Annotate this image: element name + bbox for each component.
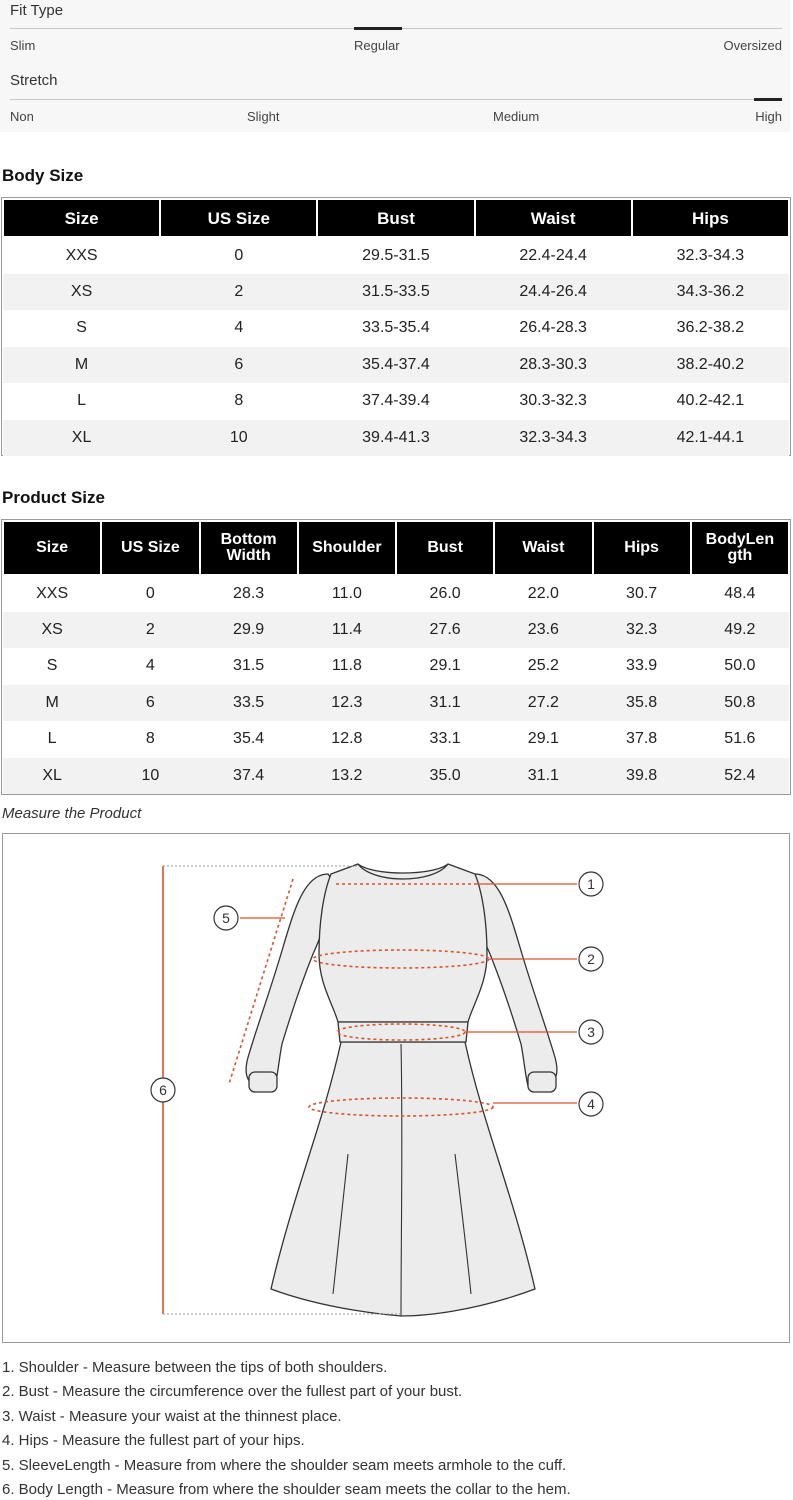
product-size-row-cell: 29.1	[494, 721, 592, 758]
body-size-row	[3, 237, 789, 274]
product-size-header-cell: BodyLen gth	[691, 521, 789, 575]
product-size-row-cell: 11.4	[298, 612, 396, 649]
body-size-row-cell: 33.5-35.4	[317, 310, 474, 347]
product-size-row-cell: 12.8	[298, 721, 396, 758]
product-size-row-cell: M	[3, 685, 101, 722]
product-size-row-cell: S	[3, 648, 101, 685]
skirt-shape	[271, 1042, 535, 1316]
product-size-header-cell: Shoulder	[298, 521, 396, 575]
product-size-row-cell: 2	[101, 612, 199, 649]
body-size-row	[3, 347, 789, 384]
body-size-row	[3, 310, 789, 347]
product-size-header-row	[3, 521, 789, 575]
body-size-table	[2, 198, 790, 456]
product-size-header-cell: Size	[3, 521, 101, 575]
right-cuff-shape	[528, 1072, 556, 1092]
body-size-row-cell: M	[3, 347, 160, 384]
body-size-row-cell: 38.2-40.2	[632, 347, 789, 384]
body-size-row-cell: 31.5-33.5	[317, 274, 474, 311]
product-size-row-cell: 35.8	[593, 685, 691, 722]
product-size-title: Product Size	[2, 488, 105, 507]
product-size-row-cell: 30.7	[593, 575, 691, 612]
product-size-row-cell: 31.1	[396, 685, 494, 722]
bodice-shape	[319, 864, 487, 1022]
product-size-row-cell: 6	[101, 685, 199, 722]
fit-type-title: Fit Type	[10, 2, 64, 19]
product-size-row-cell: 52.4	[691, 758, 789, 795]
body-size-row-cell: 28.3-30.3	[475, 347, 632, 384]
stretch-track	[10, 99, 782, 100]
marker-label-3: 3	[587, 1024, 595, 1040]
product-size-row-cell: 4	[101, 648, 199, 685]
stretch-title: Stretch	[10, 72, 58, 89]
product-size-row-cell: 50.0	[691, 648, 789, 685]
product-size-row-cell: 32.3	[593, 612, 691, 649]
product-size-row-cell: 51.6	[691, 721, 789, 758]
product-size-row	[3, 685, 789, 722]
body-size-row-cell: 26.4-28.3	[475, 310, 632, 347]
product-size-row	[3, 758, 789, 795]
product-size-row	[3, 575, 789, 612]
product-size-row-cell: 8	[101, 721, 199, 758]
product-size-row-cell: 27.2	[494, 685, 592, 722]
body-size-row-cell: 22.4-24.4	[475, 237, 632, 274]
body-size-row-cell: XL	[3, 420, 160, 457]
body-size-row-cell: S	[3, 310, 160, 347]
product-size-row-cell: 35.4	[200, 721, 298, 758]
fit-scales-panel	[0, 0, 790, 132]
body-size-row-cell: 24.4-26.4	[475, 274, 632, 311]
measurement-notes	[2, 1356, 571, 1500]
body-size-header-cell: Waist	[475, 199, 632, 237]
product-size-row-cell: 0	[101, 575, 199, 612]
product-size-header-cell: Hips	[593, 521, 691, 575]
product-size-row-cell: 25.2	[494, 648, 592, 685]
note-waist: 3. Waist - Measure your waist at the thinnest place.	[2, 1407, 342, 1425]
body-size-header-cell: US Size	[160, 199, 317, 237]
product-size-row-cell: 10	[101, 758, 199, 795]
product-size-row	[3, 721, 789, 758]
fit-type-label-regular: Regular	[354, 38, 400, 53]
product-size-row-cell: 12.3	[298, 685, 396, 722]
product-size-row-cell: 11.0	[298, 575, 396, 612]
fit-type-label-slim: Slim	[10, 38, 36, 53]
product-size-row-cell: 11.8	[298, 648, 396, 685]
product-size-row-cell: 29.1	[396, 648, 494, 685]
body-size-row-cell: 36.2-38.2	[632, 310, 789, 347]
body-size-row-cell: 37.4-39.4	[317, 383, 474, 420]
product-size-row-cell: 39.8	[593, 758, 691, 795]
body-size-header-cell: Bust	[317, 199, 474, 237]
product-size-row-cell: 48.4	[691, 575, 789, 612]
body-size-row	[3, 274, 789, 311]
product-size-row-cell: 33.5	[200, 685, 298, 722]
body-size-row-cell: 35.4-37.4	[317, 347, 474, 384]
product-size-table	[2, 520, 790, 794]
stretch-label-medium: Medium	[493, 109, 540, 124]
marker-label-2: 2	[587, 951, 595, 967]
note-body-length: 6. Body Length - Measure from where the shoulder seam meets the collar to the hem.	[2, 1480, 571, 1498]
fit-type-marker	[354, 27, 402, 30]
body-size-row	[3, 383, 789, 420]
body-size-row-cell: 39.4-41.3	[317, 420, 474, 457]
body-size-header-row	[3, 199, 789, 237]
body-size-row-cell: 30.3-32.3	[475, 383, 632, 420]
body-size-row-cell: L	[3, 383, 160, 420]
body-size-title: Body Size	[2, 166, 84, 185]
note-shoulder: 1. Shoulder - Measure between the tips of both shoulders.	[2, 1359, 388, 1376]
product-size-row-cell: 31.1	[494, 758, 592, 795]
body-size-row-cell: XS	[3, 274, 160, 311]
marker-label-4: 4	[587, 1096, 595, 1112]
product-size-row-cell: 33.1	[396, 721, 494, 758]
body-size-row-cell: 2	[160, 274, 317, 311]
body-size-row-cell: 34.3-36.2	[632, 274, 789, 311]
product-size-row-cell: XL	[3, 758, 101, 795]
body-size-row-cell: 40.2-42.1	[632, 383, 789, 420]
product-size-header-cell: Bust	[396, 521, 494, 575]
left-cuff-shape	[249, 1072, 277, 1092]
product-size-row-cell: 35.0	[396, 758, 494, 795]
product-size-row-cell: 50.8	[691, 685, 789, 722]
body-size-row-cell: 4	[160, 310, 317, 347]
product-size-row-cell: 13.2	[298, 758, 396, 795]
body-size-row-cell: 6	[160, 347, 317, 384]
product-size-row-cell: 29.9	[200, 612, 298, 649]
body-size-row-cell: 32.3-34.3	[475, 420, 632, 457]
product-size-row-cell: 49.2	[691, 612, 789, 649]
stretch-label-high: High	[755, 109, 782, 124]
body-size-row-cell: 10	[160, 420, 317, 457]
product-size-row-cell: 26.0	[396, 575, 494, 612]
stretch-label-slight: Slight	[247, 109, 280, 124]
note-bust: 2. Bust - Measure the circumference over the fullest part of your bust.	[2, 1383, 463, 1401]
body-size-row-cell: 32.3-34.3	[632, 237, 789, 274]
waistband-shape	[338, 1022, 468, 1042]
fit-type-label-oversized: Oversized	[723, 38, 782, 53]
measure-caption: Measure the Product	[2, 805, 142, 822]
marker-label-5: 5	[222, 910, 230, 926]
body-size-header-cell: Size	[3, 199, 160, 237]
product-size-row-cell: 28.3	[200, 575, 298, 612]
product-size-row	[3, 612, 789, 649]
product-size-row-cell: 22.0	[494, 575, 592, 612]
product-size-row	[3, 648, 789, 685]
product-size-row-cell: 37.4	[200, 758, 298, 795]
body-size-row	[3, 420, 789, 457]
body-size-header-cell: Hips	[632, 199, 789, 237]
product-size-header-cell: Bottom Width	[200, 521, 298, 575]
body-size-row-cell: 0	[160, 237, 317, 274]
body-size-row-cell: 42.1-44.1	[632, 420, 789, 457]
product-size-row-cell: 23.6	[494, 612, 592, 649]
product-size-row-cell: 31.5	[200, 648, 298, 685]
product-size-row-cell: L	[3, 721, 101, 758]
note-sleeve-length: 5. SleeveLength - Measure from where the shoulder seam meets armhole to the cuff.	[2, 1456, 567, 1474]
stretch-label-non: Non	[10, 109, 34, 124]
body-size-row-cell: 8	[160, 383, 317, 420]
product-size-row-cell: 37.8	[593, 721, 691, 758]
body-size-row-cell: XXS	[3, 237, 160, 274]
marker-label-6: 6	[159, 1082, 167, 1098]
product-size-header-cell: US Size	[101, 521, 199, 575]
stretch-marker	[754, 98, 782, 101]
product-size-header-cell: Waist	[494, 521, 592, 575]
marker-label-1: 1	[587, 876, 595, 892]
product-size-row-cell: 33.9	[593, 648, 691, 685]
measure-diagram	[2, 833, 790, 1343]
dress-illustration	[3, 834, 789, 1342]
product-size-row-cell: XXS	[3, 575, 101, 612]
product-size-row-cell: 27.6	[396, 612, 494, 649]
note-hips: 4. Hips - Measure the fullest part of your hips.	[2, 1432, 305, 1450]
body-size-row-cell: 29.5-31.5	[317, 237, 474, 274]
product-size-row-cell: XS	[3, 612, 101, 649]
